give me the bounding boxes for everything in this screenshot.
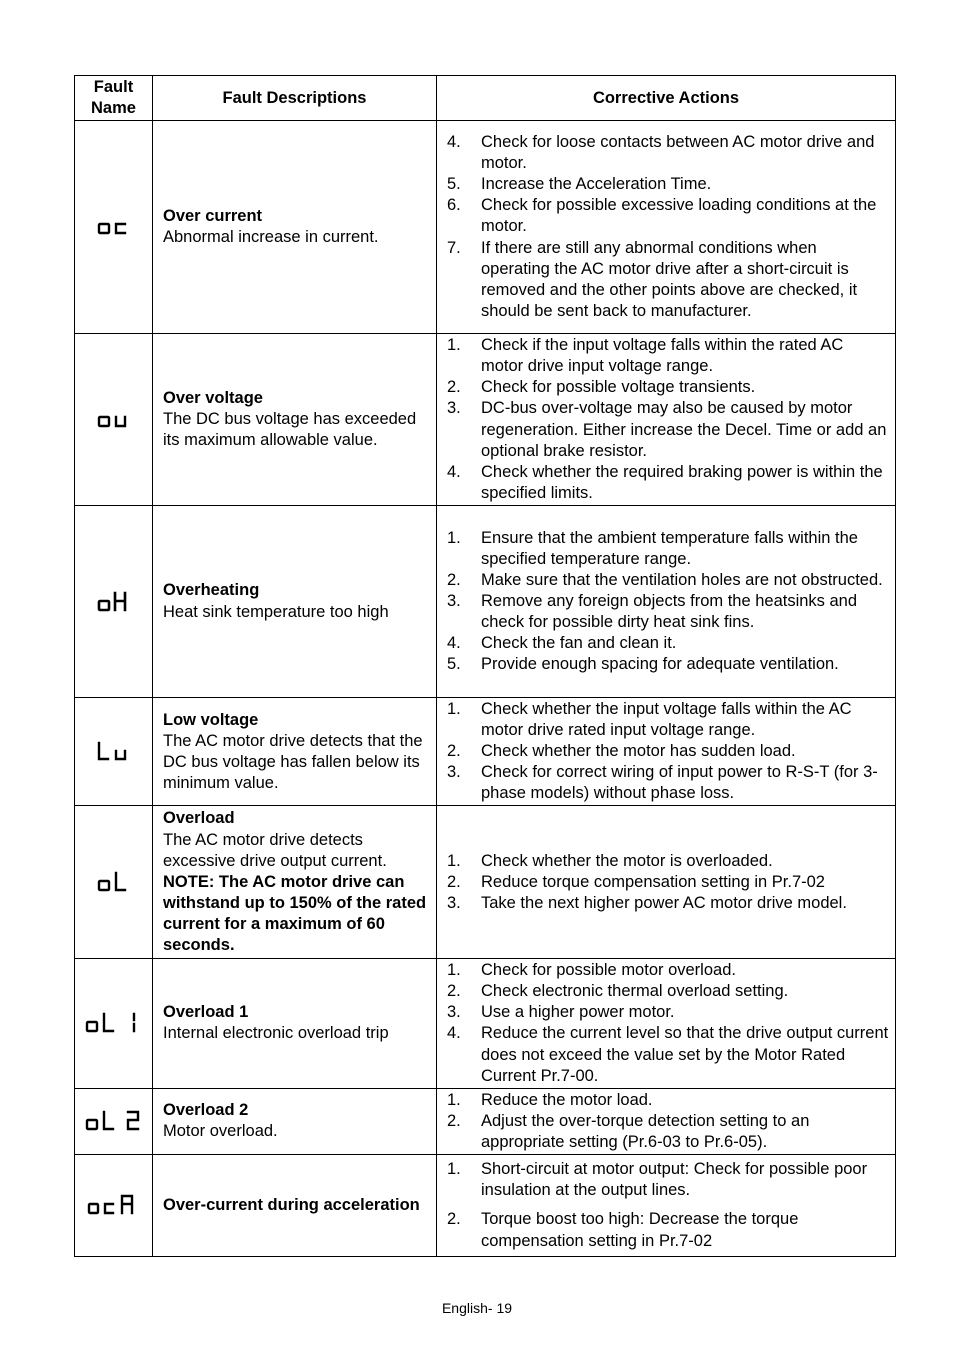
- action-text: Check whether the input voltage falls within the AC motor drive rated input voltage range.: [481, 700, 852, 740]
- action-item: [447, 699, 889, 741]
- table-row: [75, 334, 896, 506]
- action-number: 3.: [447, 763, 461, 782]
- corrective-actions-cell: [437, 121, 896, 334]
- action-item: [447, 1159, 889, 1201]
- corrective-actions-cell: [437, 959, 896, 1089]
- action-number: 4.: [447, 634, 461, 653]
- action-text: Make sure that the ventilation holes are not obstructed.: [481, 570, 883, 589]
- corrective-actions-list: [447, 335, 889, 504]
- action-text: Reduce torque compensation setting in Pr.7-02: [481, 872, 825, 891]
- action-number: 7.: [447, 238, 461, 257]
- action-text: Check for loose contacts between AC motor drive and motor.: [481, 133, 875, 173]
- action-text: Check for possible motor overload.: [481, 961, 736, 980]
- action-number: 2.: [447, 1210, 461, 1229]
- corrective-actions-list: [447, 699, 889, 804]
- action-number: 2.: [447, 570, 461, 589]
- table-row: [75, 1154, 896, 1256]
- action-text: DC-bus over-voltage may also be caused by motor regeneration. Either increase the Decel. Time or add an optional brake resistor.: [481, 399, 887, 460]
- action-number: 1.: [447, 1090, 461, 1109]
- corrective-actions-list: [447, 1159, 889, 1251]
- action-number: 4.: [447, 462, 461, 481]
- fault-description-cell: [153, 698, 437, 806]
- action-item: [447, 174, 889, 195]
- action-text: If there are still any abnormal conditions when operating the AC motor drive after a short-circuit is removed and the other points above are checked, it should be sent back to manufacturer.: [481, 238, 858, 320]
- action-number: 2.: [447, 982, 461, 1001]
- corrective-actions-list: [447, 528, 889, 676]
- action-item: [447, 1111, 889, 1153]
- fault-code-oc-display: [94, 215, 134, 239]
- fault-code-cell: [75, 806, 153, 959]
- action-text: Take the next higher power AC motor drive model.: [481, 893, 847, 912]
- corrective-actions-list: [447, 851, 889, 914]
- action-text: Provide enough spacing for adequate ventilation.: [481, 655, 839, 674]
- fault-title: Over current: [163, 206, 263, 225]
- action-text: Check for correct wiring of input power to R-S-T (for 3-phase models) without phase loss.: [481, 763, 878, 803]
- action-item: [447, 195, 889, 237]
- page-footer: English- 19: [441, 1300, 513, 1316]
- fault-description: Heat sink temperature too high: [163, 602, 389, 621]
- action-item: [447, 1002, 889, 1023]
- action-number: 3.: [447, 893, 461, 912]
- fault-code-cell: [75, 506, 153, 698]
- fault-description: The AC motor drive detects excessive drive output current.: [163, 830, 387, 870]
- fault-title: Overload 2: [163, 1101, 249, 1120]
- fault-code-ou-display: [94, 408, 134, 432]
- fault-title: Over-current during acceleration: [163, 1195, 420, 1214]
- fault-description-cell: [153, 334, 437, 506]
- action-item: [447, 1209, 889, 1251]
- action-text: Short-circuit at motor output: Check for possible poor insulation at the output lines.: [481, 1160, 868, 1200]
- fault-description-cell: [153, 1154, 437, 1256]
- action-item: [447, 960, 889, 981]
- fault-description: Abnormal increase in current.: [163, 228, 379, 246]
- action-number: 2.: [447, 742, 461, 761]
- fault-description-cell: [153, 506, 437, 698]
- action-number: 3.: [447, 591, 461, 610]
- fault-table: [74, 75, 896, 1257]
- action-item: [447, 1023, 889, 1086]
- header-fault-descriptions: Fault Descriptions: [153, 76, 437, 121]
- fault-description: The DC bus voltage has exceeded its maximum allowable value.: [163, 409, 417, 450]
- header-fault-name-line2: Name: [91, 99, 136, 117]
- corrective-actions-cell: [437, 806, 896, 959]
- table-row: [75, 506, 896, 698]
- action-item: [447, 591, 889, 633]
- action-item: [447, 528, 889, 570]
- action-number: 4.: [447, 1024, 461, 1043]
- action-text: Reduce the motor load.: [481, 1090, 653, 1109]
- action-text: Check electronic thermal overload setting.: [481, 982, 789, 1001]
- fault-code-oL2-display: [84, 1108, 144, 1134]
- corrective-actions-cell: [437, 334, 896, 506]
- action-item: [447, 762, 889, 804]
- action-item: [447, 981, 889, 1002]
- action-item: [447, 893, 889, 914]
- corrective-actions-cell: [437, 1088, 896, 1154]
- fault-code-oL1-display: [84, 1010, 144, 1036]
- fault-code-ocA-display: [86, 1192, 142, 1218]
- action-item: [447, 238, 889, 322]
- fault-code-cell: [75, 334, 153, 506]
- fault-note: NOTE: The AC motor drive can withstand up to 150% of the rated current for a maximum of 60 seconds.: [163, 872, 427, 955]
- action-item: [447, 132, 889, 174]
- action-number: 1.: [447, 961, 461, 980]
- table-row: [75, 121, 896, 334]
- action-text: Check for possible excessive loading conditions at the motor.: [481, 196, 877, 236]
- fault-code-cell: [75, 1154, 153, 1256]
- action-text: Reduce the current level so that the drive output current does not exceed the value set by the Motor Rated Current Pr.7-00.: [481, 1024, 889, 1085]
- action-text: Check if the input voltage falls within the rated AC motor drive input voltage range.: [481, 336, 844, 376]
- action-item: [447, 654, 889, 675]
- fault-code-oL-display: [94, 869, 134, 895]
- fault-description: Motor overload.: [163, 1122, 278, 1141]
- corrective-actions-cell: [437, 506, 896, 698]
- table-row: [75, 1088, 896, 1154]
- fault-code-cell: [75, 698, 153, 806]
- action-item: [447, 872, 889, 893]
- fault-description-cell: [153, 121, 437, 334]
- action-text: Check for possible voltage transients.: [481, 378, 756, 397]
- header-fault-name: [75, 76, 153, 121]
- action-item: [447, 633, 889, 654]
- action-number: 4.: [447, 133, 461, 152]
- table-row: [75, 806, 896, 959]
- fault-description-cell: [153, 806, 437, 959]
- action-number: 3.: [447, 1003, 461, 1022]
- corrective-actions-list: [447, 1090, 889, 1153]
- action-item: [447, 570, 889, 591]
- corrective-actions-list: [447, 960, 889, 1087]
- action-number: 1.: [447, 528, 461, 547]
- action-text: Use a higher power motor.: [481, 1003, 675, 1022]
- action-number: 1.: [447, 1160, 461, 1179]
- table-header-row: [75, 76, 896, 121]
- fault-code-cell: [75, 959, 153, 1089]
- corrective-actions-cell: [437, 698, 896, 806]
- fault-code-cell: [75, 1088, 153, 1154]
- fault-description: Internal electronic overload trip: [163, 1024, 389, 1043]
- action-text: Increase the Acceleration Time.: [481, 175, 712, 194]
- fault-description: The AC motor drive detects that the DC bus voltage has fallen below its minimum value.: [163, 731, 423, 792]
- action-text: Check the fan and clean it.: [481, 634, 677, 653]
- action-text: Check whether the motor has sudden load.: [481, 742, 796, 761]
- action-text: Remove any foreign objects from the heatsinks and check for possible dirty heat sink fins.: [481, 591, 858, 632]
- action-item: [447, 398, 889, 461]
- fault-code-Lu-display: [94, 739, 134, 765]
- action-number: 2.: [447, 872, 461, 891]
- action-item: [447, 335, 889, 377]
- action-number: 1.: [447, 700, 461, 718]
- action-number: 1.: [447, 336, 461, 355]
- header-fault-name-line1: Fault: [93, 78, 134, 96]
- action-text: Check whether the motor is overloaded.: [481, 851, 773, 870]
- table-row: [75, 698, 896, 806]
- action-number: 6.: [447, 196, 461, 215]
- header-corrective-actions: Corrective Actions: [437, 76, 896, 121]
- corrective-actions-list: [447, 132, 889, 322]
- action-item: [447, 377, 889, 398]
- fault-code-cell: [75, 121, 153, 334]
- fault-description-cell: [153, 1088, 437, 1154]
- action-text: Torque boost too high: Decrease the torque compensation setting in Pr.7-02: [481, 1210, 799, 1250]
- action-number: 2.: [447, 1111, 461, 1130]
- fault-code-oH-display: [94, 590, 134, 614]
- fault-description-cell: [153, 959, 437, 1089]
- fault-title: Low voltage: [163, 710, 259, 729]
- corrective-actions-cell: [437, 1154, 896, 1256]
- fault-title: Overheating: [163, 581, 260, 600]
- action-item: [447, 462, 889, 504]
- action-item: [447, 741, 889, 762]
- action-item: [447, 1090, 889, 1111]
- action-text: Adjust the over-torque detection setting to an appropriate setting (Pr.6-03 to Pr.6-05).: [481, 1111, 810, 1151]
- action-number: 2.: [447, 378, 461, 397]
- fault-title: Over voltage: [163, 388, 263, 407]
- fault-title: Overload 1: [163, 1003, 249, 1022]
- action-text: Check whether the required braking power is within the specified limits.: [481, 462, 883, 502]
- action-number: 5.: [447, 175, 461, 194]
- fault-title: Overload: [163, 809, 235, 828]
- action-number: 5.: [447, 655, 461, 674]
- action-text: Ensure that the ambient temperature falls within the specified temperature range.: [481, 528, 858, 568]
- action-number: 1.: [447, 851, 461, 870]
- action-number: 3.: [447, 399, 461, 418]
- table-row: [75, 959, 896, 1089]
- action-item: [447, 851, 889, 872]
